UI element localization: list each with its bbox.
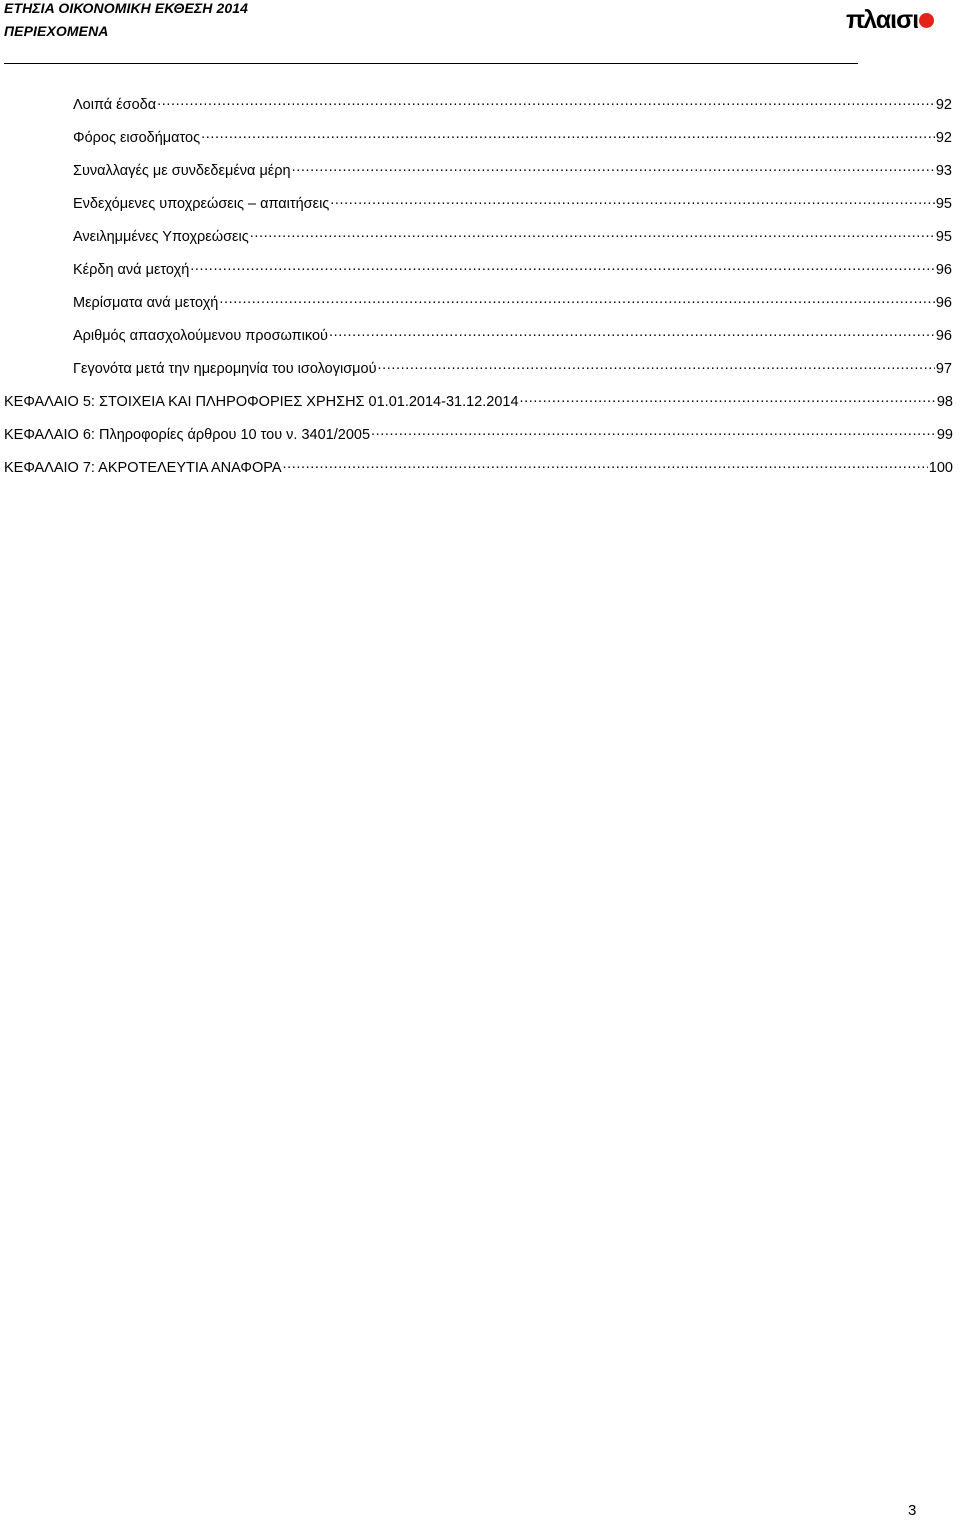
toc-dot-leader xyxy=(219,293,934,307)
toc-entry-label: Αριθμός απασχολούμενου προσωπικού xyxy=(73,328,328,344)
toc-entry-label: Κέρδη ανά μετοχή xyxy=(73,262,190,278)
toc-entry-label: ΚΕΦΑΛΑΙΟ 7: ΑΚΡΟΤΕΛΕΥΤΙΑ ΑΝΑΦΟΡΑ xyxy=(4,460,282,476)
report-title: ΕΤΗΣΙΑ ΟΙΚΟΝΟΜΙΚΗ ΕΚΘΕΣΗ 2014 xyxy=(4,0,249,16)
toc-dot-leader xyxy=(292,161,935,175)
toc-entry-label: Συναλλαγές με συνδεδεμένα μέρη xyxy=(73,163,291,179)
toc-dot-leader xyxy=(329,326,935,340)
toc-entry[interactable] xyxy=(73,95,952,113)
toc-entry-label: Ενδεχόμενες υποχρεώσεις – απαιτήσεις xyxy=(73,196,330,212)
toc-dot-leader xyxy=(250,227,935,241)
toc-dot-leader xyxy=(520,392,936,406)
toc-entry[interactable] xyxy=(73,293,952,311)
toc-entry-page: 96 xyxy=(935,295,952,311)
toc-entry-page: 96 xyxy=(935,262,952,278)
toc-entry-label: Μερίσματα ανά μετοχή xyxy=(73,295,219,311)
toc-entry[interactable] xyxy=(73,326,952,344)
toc-chapter-entry[interactable] xyxy=(4,425,953,443)
toc-entry-label: ΚΕΦΑΛΑΙΟ 5: ΣΤΟΙΧΕΙΑ ΚΑΙ ΠΛΗΡΟΦΟΡΙΕΣ ΧΡΗΣΗΣ 01.01.2014-31.12.2014 xyxy=(4,394,519,410)
company-logo xyxy=(846,8,934,36)
toc-entry[interactable] xyxy=(73,161,952,179)
toc-entry-page: 95 xyxy=(935,196,952,212)
toc-dot-leader xyxy=(283,458,928,472)
toc-entry-page: 100 xyxy=(928,460,953,476)
toc-entry-page: 95 xyxy=(935,229,952,245)
toc-entry[interactable] xyxy=(73,227,952,245)
toc-dot-leader xyxy=(201,128,935,142)
toc-entry-page: 92 xyxy=(935,130,952,146)
toc-entry-label: ΚΕΦΑΛΑΙΟ 6: Πληροφορίες άρθρου 10 του ν. 3401/2005 xyxy=(4,427,371,443)
page-number: 3 xyxy=(908,1502,917,1519)
toc-dot-leader xyxy=(157,95,935,109)
toc-chapter-entry[interactable] xyxy=(4,458,953,476)
toc-entry-page: 96 xyxy=(935,328,952,344)
toc-entry-label: Γεγονότα μετά την ημερομηνία του ισολογισμού xyxy=(73,361,377,377)
toc-entry-page: 99 xyxy=(936,427,953,443)
toc-entry[interactable] xyxy=(73,194,952,212)
toc-entry[interactable] xyxy=(73,260,952,278)
header-divider xyxy=(4,63,858,64)
toc-entry-page: 92 xyxy=(935,97,952,113)
toc-entry[interactable] xyxy=(73,128,952,146)
toc-entry-page: 97 xyxy=(935,361,952,377)
toc-entry-label: Φόρος εισοδήματος xyxy=(73,130,201,146)
toc-dot-leader xyxy=(378,359,935,373)
toc-dot-leader xyxy=(330,194,935,208)
toc-dot-leader xyxy=(190,260,935,274)
toc-entry-page: 98 xyxy=(936,394,953,410)
toc-chapter-entry[interactable] xyxy=(4,392,953,410)
logo-wordmark: πλαισι xyxy=(846,6,919,34)
logo-dot-icon xyxy=(919,13,934,28)
toc-entry-page: 93 xyxy=(935,163,952,179)
toc-entry-label: Ανειλημμένες Υποχρεώσεις xyxy=(73,229,249,245)
section-title: ΠΕΡΙΕΧΟΜΕΝΑ xyxy=(4,23,109,39)
toc-entry[interactable] xyxy=(73,359,952,377)
toc-dot-leader xyxy=(371,425,936,439)
toc-entry-label: Λοιπά έσοδα xyxy=(73,97,157,113)
